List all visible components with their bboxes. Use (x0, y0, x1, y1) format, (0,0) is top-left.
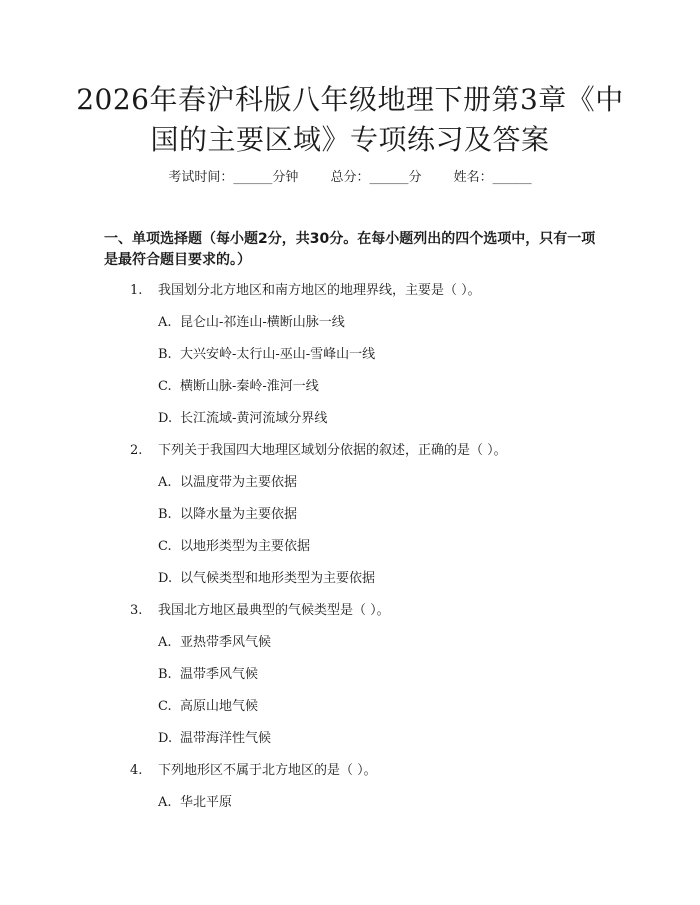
section-heading (104, 229, 604, 271)
option-text: 横断山脉-秦岭-淮河一线 (180, 379, 319, 394)
question-text: 下列关于我国四大地理区域划分依据的叙述，正确的是（ ）。 (158, 443, 507, 458)
section-heading-line-2: 是最符合题目要求的。） (104, 252, 251, 268)
exam-time-field: 考试时间：______分钟 (168, 170, 299, 185)
question-number: 2. (130, 443, 143, 458)
option-label: B. (158, 347, 172, 362)
option-label: A. (158, 475, 172, 490)
answer-option (0, 505, 700, 537)
question-number: 1. (130, 283, 143, 298)
option-label: C. (158, 539, 172, 554)
section-heading-line-1: 一、单项选择题（每小题2分，共30分。在每小题列出的四个选项中，只有一项 (104, 231, 596, 247)
answer-option (0, 537, 700, 569)
document-title (70, 80, 630, 160)
option-text: 以地形类型为主要依据 (180, 539, 311, 554)
option-text: 昆仑山-祁连山-横断山脉一线 (180, 315, 345, 330)
option-text: 华北平原 (180, 795, 233, 810)
exam-info (0, 168, 700, 188)
option-text: 温带海洋性气候 (180, 731, 272, 746)
option-label: A. (158, 795, 172, 810)
answer-option (0, 377, 700, 409)
option-text: 以降水量为主要依据 (180, 507, 298, 522)
question-text: 我国划分北方地区和南方地区的地理界线，主要是（ ）。 (158, 283, 481, 298)
answer-option (0, 345, 700, 377)
question (0, 281, 700, 313)
option-text: 以温度带为主要依据 (180, 475, 298, 490)
answer-option (0, 409, 700, 441)
answer-option (0, 473, 700, 505)
option-label: C. (158, 699, 172, 714)
answer-option (0, 793, 700, 825)
question-number: 4. (130, 763, 143, 778)
question-text: 下列地形区不属于北方地区的是（ ）。 (158, 763, 377, 778)
question-list (0, 281, 700, 825)
total-score-field: 总分：______分 (330, 170, 422, 185)
question (0, 601, 700, 633)
option-text: 大兴安岭-太行山-巫山-雪峰山一线 (180, 347, 376, 362)
answer-option (0, 729, 700, 761)
answer-option (0, 313, 700, 345)
option-text: 长江流域-黄河流域分界线 (180, 411, 328, 426)
answer-option (0, 633, 700, 665)
option-label: B. (158, 667, 172, 682)
option-label: A. (158, 635, 172, 650)
answer-option (0, 665, 700, 697)
student-name-field: 姓名：______ (453, 170, 532, 185)
option-label: D. (158, 731, 173, 746)
option-label: C. (158, 379, 172, 394)
title-line-1: 2026年春沪科版八年级地理下册第3章《中 (76, 83, 624, 116)
question (0, 441, 700, 473)
question-number: 3. (130, 603, 143, 618)
question (0, 761, 700, 793)
option-label: D. (158, 571, 173, 586)
option-text: 温带季风气候 (180, 667, 259, 682)
option-label: B. (158, 507, 172, 522)
option-text: 高原山地气候 (180, 699, 259, 714)
answer-option (0, 697, 700, 729)
answer-option (0, 569, 700, 601)
title-line-2: 国的主要区域》专项练习及答案 (150, 123, 550, 156)
option-label: D. (158, 411, 173, 426)
option-text: 以气候类型和地形类型为主要依据 (180, 571, 376, 586)
option-label: A. (158, 315, 172, 330)
question-text: 我国北方地区最典型的气候类型是（ ）。 (158, 603, 390, 618)
option-text: 亚热带季风气候 (180, 635, 272, 650)
